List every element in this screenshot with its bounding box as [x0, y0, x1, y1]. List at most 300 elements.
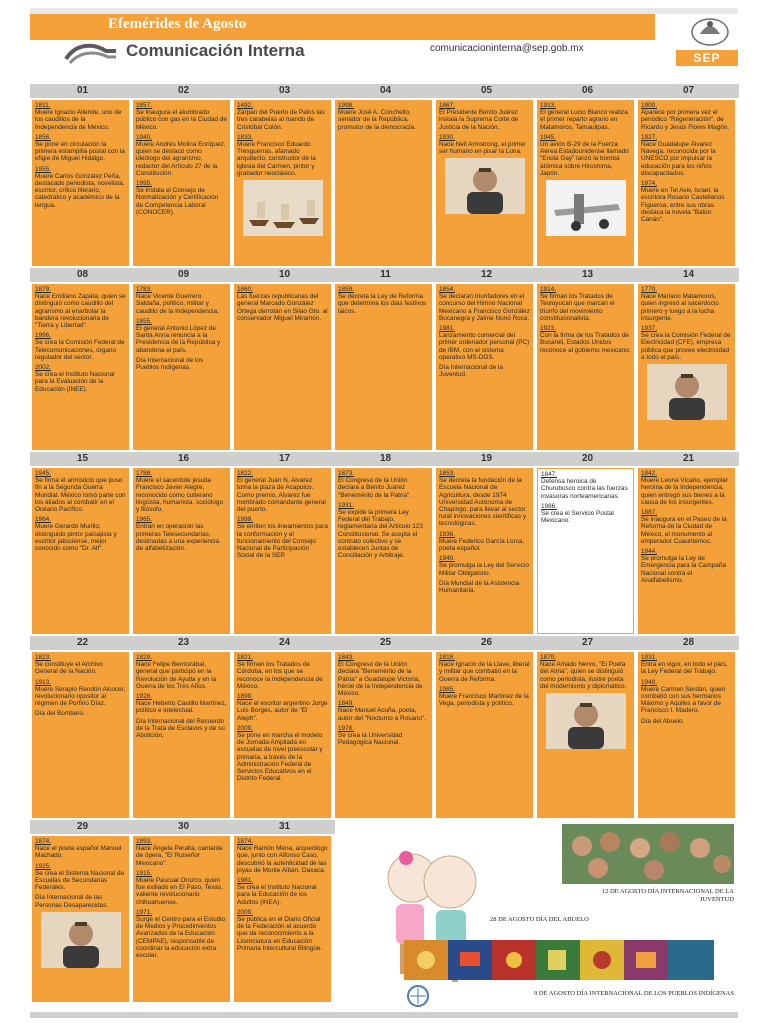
day-number: 06: [581, 85, 594, 96]
youth-photo: [562, 824, 734, 884]
day-cell: [133, 468, 230, 634]
event-year: 1783.: [136, 286, 152, 293]
day-number: 10: [278, 269, 291, 280]
event-year: 1928.: [136, 693, 152, 701]
day-number: 26: [480, 637, 493, 648]
day-number: 02: [177, 85, 190, 96]
day-cell: [335, 652, 432, 818]
day-number: 17: [278, 453, 291, 464]
day-cell: [436, 100, 533, 266]
day-number: 27: [581, 637, 594, 648]
event-year: 2002.: [35, 364, 51, 372]
event-year: 1873.: [338, 470, 354, 477]
day-cell: [335, 100, 432, 266]
event-year: 1971.: [136, 908, 152, 916]
ephemeris-entry: [136, 357, 227, 371]
event-text: Día Internacional de las Personas Desaparecidas.: [35, 894, 109, 909]
event-year: 1948.: [641, 678, 657, 686]
ephemeris-entry: [237, 693, 328, 722]
plane-image: [546, 180, 626, 236]
national-emblem-icon: [688, 12, 732, 48]
ephemeris-entry: [439, 286, 530, 322]
event-text: Zarpan del Puerto de Palos las tres carabelas al mando de Cristóbal Colón.: [237, 109, 325, 131]
ephemeris-entry: [338, 286, 429, 315]
event-year: 1913.: [540, 102, 556, 109]
ephemeris-entry: [136, 838, 227, 867]
ephemeris-entry: [540, 325, 631, 354]
ephemeris-entry: [641, 470, 732, 506]
day-cell: [234, 100, 331, 266]
ephemeris-entry: [540, 134, 631, 177]
ephemeris-entry: [541, 471, 630, 500]
event-year: 1944.: [641, 548, 657, 556]
event-text: Se firman los Tratados de Teoloyucan que marcan el triunfo del movimiento constitucionalista.: [540, 293, 615, 322]
day-cell: [537, 100, 634, 266]
ephemeris-entry: [338, 654, 429, 697]
day-cell: [436, 284, 533, 450]
day-number: 13: [581, 269, 594, 280]
event-year: 1887.: [641, 509, 657, 517]
event-text: Se publica en el Diario Oficial de la Federación el acuerdo que da reconocimiento a la Licenciatura en Educación Primaria Intercultural Bilingüe.: [237, 916, 323, 952]
event-text: Día del Abuelo.: [641, 717, 685, 725]
event-text: Se crea la Comisión Federal de Telecomunicaciones, órgano regulador del sector.: [35, 339, 125, 361]
event-year: 1940.: [136, 133, 152, 141]
event-year: 1853.: [439, 470, 455, 477]
ephemeris-entry: [35, 710, 126, 717]
ephemeris-entry: [540, 102, 631, 131]
ephemeris-entry: [641, 509, 732, 545]
event-text: Se firma el armisticio que puso fin a la Segunda Guerra Mundial. México tomó parte con los aliados al combatir en el Océano Pacífico.: [35, 477, 126, 514]
day-cell: [638, 284, 735, 450]
event-year: 1893.: [136, 838, 152, 845]
day-number: 11: [380, 269, 391, 280]
event-year: 1996.: [35, 332, 51, 340]
day-cell: [537, 468, 634, 634]
event-text: El general Juan N. Alvarez toma la plaza de Acapulco. Como premio, Alvarez fue nombrado comandante general del puerto.: [237, 477, 326, 514]
day-cell: [234, 468, 331, 634]
event-text: Aparece por primera vez el periódico "Regeneración", de Ricardo y Jesús Flores Magón.: [641, 109, 730, 131]
event-text: El general Antonio López de Santa Anna renuncia a la Presidencia de la República y abandona el país.: [136, 325, 221, 354]
portrait-image: [647, 364, 727, 420]
ephemeris-entry: [35, 134, 126, 163]
event-year: 1849.: [338, 700, 354, 708]
event-year: 1981.: [439, 325, 455, 333]
event-text: Entra en vigor, en todo el país, la Ley Federal del Trabajo.: [641, 661, 728, 676]
event-text: Se constituye el Archivo General de la Nación.: [35, 661, 103, 676]
day-number: 09: [177, 269, 190, 280]
ephemeris-entry: [136, 516, 227, 552]
event-text: Muere Federico García Lorca, poeta español.: [439, 537, 525, 553]
day-number: 03: [278, 85, 291, 96]
event-year: 1870.: [540, 654, 556, 661]
day-cell: [133, 836, 230, 1002]
event-text: Se crea el Instituto Nacional para la Educación de los Adultos (INEA).: [237, 884, 317, 906]
ephemeris-entry: [439, 325, 530, 361]
day-cell: [335, 468, 432, 634]
day-number: 23: [177, 637, 190, 648]
event-year: 1854.: [439, 286, 455, 293]
ephemeris-entry: [237, 877, 328, 906]
event-text: Nace Ángela Peralta, cantante de ópera, "El Ruiseñor Mexicano".: [136, 845, 223, 867]
day-cell: [32, 100, 129, 266]
event-text: Muere Francisco Eduardo Tresguerras, afamado arquitecto, constructor de la iglesia del Carmen, pintor y grabador neoclásico.: [237, 141, 316, 177]
event-text: Entran en operación las primeras Telesecundarias, destinadas a una experiencia de alfabetización.: [136, 523, 220, 553]
ephemeris-entry: [136, 134, 227, 177]
event-text: Se inaugura el alumbrado público con gas en la Ciudad de México.: [136, 109, 227, 131]
ephemeris-entry: [237, 102, 328, 131]
event-year: 1857.: [136, 102, 152, 109]
day-number: 15: [76, 453, 89, 464]
event-text: Nace Manuel Acuña, poeta, autor del "Nocturno a Rosario".: [338, 707, 427, 722]
event-text: Se crea el Instituto Nacional para la Evaluación de la Educación (INEE).: [35, 371, 115, 393]
ephemeris-entry: [35, 364, 126, 393]
grandparents-day-caption: 28 DE AGOSTO DÍA DEL ABUELO: [490, 916, 589, 923]
event-text: Nace Vicente Guerrero Saldaña, político, militar y caudillo de la Independencia.: [136, 293, 219, 315]
ephemeris-entry: [237, 654, 328, 690]
day-number: 01: [76, 85, 89, 96]
day-number: 21: [682, 453, 695, 464]
event-text: El Congreso de la Unión declara "Benemérito de la Patria" a Guadalupe Victoria, héroe de la Independencia de México.: [338, 661, 423, 698]
ephemeris-entry: [439, 555, 530, 577]
ephemeris-entry: [641, 548, 732, 584]
ephemeris-entry: [35, 166, 126, 209]
event-year: 1821.: [237, 654, 253, 661]
event-year: 1945.: [540, 133, 556, 141]
event-text: Se pone en circulación la primera estampilla postal con la efigie de Miguel Hidalgo.: [35, 141, 125, 163]
day-cell: [32, 284, 129, 450]
day-number: 25: [379, 637, 392, 648]
day-number: 22: [76, 637, 89, 648]
event-year: 1955.: [35, 165, 51, 173]
ephemeris-entry: [439, 102, 530, 131]
event-text: Muere José A. Conchello, senador de la República, promotor de la democracia.: [338, 109, 416, 131]
event-text: Día del Bombero.: [35, 710, 85, 718]
ephemeris-entry: [136, 654, 227, 690]
ephemeris-entry: [641, 325, 732, 361]
event-year: 1999.: [237, 516, 253, 524]
event-text: Muere Ignacio Allende, uno de los caudillos de la Independencia de México.: [35, 109, 122, 131]
event-year: 1914.: [540, 286, 556, 293]
event-text: Se crea el Sistema Nacional de Escuelas de Secundarias Federales.: [35, 869, 125, 892]
ephemeris-entry: [35, 286, 126, 329]
day-cell: [537, 652, 634, 818]
day-number: 04: [379, 85, 392, 96]
ephemeris-entry: [641, 134, 732, 177]
event-year: 1492.: [237, 102, 253, 109]
event-text: Las fuerzas republicanas del general Marcado González Ortega derrotan en Silao Gto. al conservador Miguel Miramón.: [237, 293, 328, 322]
event-text: El Presidente Benito Juárez instala la Suprema Corte de Justicia de la Nación.: [439, 109, 519, 131]
ephemeris-entry: [136, 693, 227, 715]
day-cell: [436, 652, 533, 818]
ephemeris-entry: [439, 686, 530, 708]
event-text: Nace Emiliano Zapata, quien se distinguió como caudillo del agrarismo al enarbolar la bandera revolucionaria de "Tierra y Libertad".: [35, 293, 126, 330]
day-number: 19: [480, 453, 493, 464]
day-cell: [234, 284, 331, 450]
event-year: 1860.: [237, 286, 253, 293]
ephemeris-entry: [641, 679, 732, 715]
ephemeris-entry: [35, 863, 126, 892]
event-text: Se emiten los lineamientos para la conformación y el funcionamiento del Consejo Nacional de Participación Social de la SEP.: [237, 523, 328, 560]
ephemeris-entry: [338, 470, 429, 499]
ephemeris-entry: [35, 894, 126, 908]
event-text: Se instala el Consejo de Normalización y Certificación de Competencia Laboral (CONOCER).: [136, 187, 219, 216]
event-text: Se promulga la Ley de Emergencia para la Campaña Nacional contra el Analfabetismo.: [641, 555, 726, 584]
event-text: El Congreso de la Unión declara a Benito Juárez "Benemérito de la Patria".: [338, 477, 412, 499]
event-year: 1986.: [541, 502, 557, 510]
event-text: Muere Serapio Rendón Alcocer, revolucionario opositor al régimen de Porfirio Díaz.: [35, 685, 126, 708]
event-year: 1981.: [237, 877, 253, 885]
ephemeris-entry: [439, 364, 530, 378]
event-year: 1900.: [641, 102, 657, 109]
day-cell: [32, 468, 129, 634]
event-text: Nace Guadalupe Álvarez Navega, reconocida por la UNESCO por impulsar la educación para los niños discapacitados.: [641, 141, 716, 177]
ephemeris-entry: [439, 470, 530, 528]
event-text: Lanzamiento comercial del primer ordenador personal (PC) de IBM, con el sistema operativo MS-DOS.: [439, 332, 530, 361]
ephemeris-entry: [35, 679, 126, 708]
event-text: Nace Ramón Mena, arqueólogo que, junto con Alfonso Caso, descubrió la autenticidad de las joyas de Monte Albán, Oaxaca.: [237, 845, 328, 874]
event-text: Defensa heroica de Churubusco contra las fuerzas invasoras norteamericanas.: [541, 478, 628, 500]
ephemeris-entry: [338, 502, 429, 560]
ephemeris-entry: [641, 102, 732, 131]
event-text: Nace Felipe Berriozábal, general que participó en la Revolución de Ayutla y en la Guerra de los Tres Años.: [136, 661, 217, 690]
day-number: 30: [177, 821, 190, 832]
event-text: Se promulga la Ley del Servicio Militar Obligatorio.: [439, 562, 529, 577]
event-text: Se firman los Tratados de Córdoba, en los que se reconoce la Independencia de México.: [237, 661, 323, 690]
ephemeris-entry: [136, 909, 227, 959]
event-text: Se decreta la Ley de Reforma que determina los días festivos laicos.: [338, 293, 427, 315]
day-number: 05: [480, 85, 493, 96]
event-year: 1879.: [35, 286, 51, 293]
ephemeris-entry: [136, 718, 227, 740]
un-emblem-icon: [406, 984, 430, 1008]
event-text: Surge el Centro para el Estudio de Medios y Procedimientos Avanzados de la Educación (CEMPAE), responsable de coordinar la educación extra escolar.: [136, 916, 226, 960]
ephemeris-entry: [136, 286, 227, 315]
event-text: Muere Andrés Molina Enríquez, quien se destacó como ideólogo del agrarismo, redactor del Artículo 27 de la Constitución.: [136, 141, 226, 177]
event-text: Un avión B-29 de la Fuerza Aérea Estadounidense llamado "Enola Gay" lanzó la bomba atómica sobre Hiroshima, Japón.: [540, 141, 629, 177]
ephemeris-entry: [641, 180, 732, 223]
day-number: 20: [581, 453, 594, 464]
portrait-image: [41, 912, 121, 968]
event-text: Nace Amado Nervo, "El Poeta del Alma", quien se distinguió como periodista, ilustre poeta del modernismo y diplomático.: [540, 661, 627, 690]
event-year: 1925.: [35, 862, 51, 870]
event-year: 1923.: [540, 325, 556, 333]
event-year: 1998.: [338, 102, 354, 109]
ephemeris-entry: [136, 470, 227, 513]
ephemeris-entry: [338, 700, 429, 722]
event-text: Muere el sacerdote jesuita Francisco Javier Alegre, reconocido como culterano lingüista, humanista, sociólogo y filósofo.: [136, 477, 224, 514]
event-year: 1964.: [35, 516, 51, 524]
event-year: 1965.: [136, 516, 152, 524]
event-year: 1936.: [439, 530, 455, 538]
event-text: Muere Francisco Martínez de la Vega, periodista y político.: [439, 693, 529, 708]
bottom-strip: [30, 1012, 738, 1018]
event-year: 1867.: [439, 102, 455, 109]
day-cell: [32, 652, 129, 818]
event-year: 1818.: [439, 654, 455, 661]
ephemeris-entry: [237, 470, 328, 513]
event-year: 1937.: [641, 325, 657, 333]
day-number: 24: [278, 637, 291, 648]
event-year: 2009.: [237, 724, 253, 732]
ephemeris-entry: [136, 102, 227, 131]
event-text: Nace Mariano Matamoros, quien ingresó al sacerdocio primero y luego a la lucha insurgente.: [641, 293, 719, 322]
event-text: Nace Heberto Castillo Martínez, político e intelectual.: [136, 700, 227, 715]
event-year: 1978.: [338, 724, 354, 732]
day-number: 14: [682, 269, 695, 280]
event-year: 1856.: [35, 133, 51, 141]
day-cell: [234, 836, 331, 1002]
event-text: Muere en Tel Aviv, Israel, la escritora Rosario Castellanos Figueroa, entre sus obras destaca la novela "Balún Canán".: [641, 187, 725, 224]
ephemeris-entry: [540, 654, 631, 690]
ephemeris-entry: [35, 102, 126, 131]
ephemeris-entry: [237, 725, 328, 783]
event-text: Se declaran triunfadores en el concurso del Himno Nacional Mexicano a Francisco González Bocanegra y Jaime Nunó Roca.: [439, 293, 530, 322]
event-text: Se pone en marcha el modelo de Jornada Ampliada en escuelas de nivel preescolar y primaria, a través de la Administración Federal de Servicios Educativos en el Distrito Federal.: [237, 732, 323, 783]
event-text: Se expide la primera Ley Federal del Trabajo, reglamentaria del Artículo 123 Constitucional. Se acepta el contrato colectivo y se establecen Juntas de Conciliación y Arbitraje.: [338, 509, 423, 560]
day-cell: [335, 284, 432, 450]
event-text: Nace Neil Armstrong, el primer ser humano en pisar la Luna.: [439, 141, 527, 156]
event-year: 1847.: [541, 471, 557, 478]
event-text: Se crea la Comisión Federal de Electricidad (CFE), empresa pública que provee electricidad a todo el país.: [641, 332, 731, 361]
event-year: 1859.: [338, 286, 354, 293]
event-text: Con la firma de los Tratados de Bucareli, Estados Unidos reconoce al gobierno mexicano.: [540, 332, 631, 354]
event-text: Muere Pascual Orozco, quien fue exiliado en El Paso, Texas, valiente revolucionario chihuahuense.: [136, 877, 223, 906]
event-text: Día Internacional de los Pueblos Indígenas.: [136, 356, 204, 372]
day-cell: [234, 652, 331, 818]
day-number: 07: [682, 85, 695, 96]
ephemeris-entry: [237, 286, 328, 322]
day-cell: [133, 100, 230, 266]
day-cell: [133, 284, 230, 450]
ephemeris-entry: [641, 286, 732, 322]
ephemeris-entry: [35, 332, 126, 361]
event-year: 1974.: [641, 180, 657, 188]
event-text: Se inaugura en el Paseo de la Reforma de la Ciudad de México, el monumento al emperador Cuauhtémoc.: [641, 516, 727, 545]
ephemeris-entry: [237, 909, 328, 952]
event-year: 1811.: [35, 102, 51, 109]
ephemeris-entry: [136, 318, 227, 354]
contact-email[interactable]: comunicacioninterna@sep.gob.mx: [430, 43, 584, 54]
day-cell: [537, 284, 634, 450]
day-cell: [436, 468, 533, 634]
event-text: Nace el escritor argentino Jorge Luis Borges, autor de "El Aleph".: [237, 700, 328, 722]
ephemeris-entry: [35, 838, 126, 860]
day-cell: [32, 836, 129, 1002]
event-year: 1842.: [641, 470, 657, 477]
event-year: 1874.: [237, 838, 253, 845]
event-text: Muere Gerardo Murillo, distinguido pintor paisajista y escritor jalisciense, mejor conocido como "Dr. Atl".: [35, 523, 117, 553]
event-text: Se crea la Universidad Pedagógica Nacional.: [338, 732, 403, 747]
event-text: Se crea el Servicio Postal Mexicano.: [541, 510, 614, 525]
event-year: 1843.: [338, 654, 354, 661]
event-year: 1931.: [338, 501, 354, 509]
event-text: Día Internacional del Recuerdo de la Trata de Esclavos y de su Abolición.: [136, 717, 225, 740]
event-year: 1927.: [641, 133, 657, 141]
ephemeris-entry: [641, 654, 732, 676]
ephemeris-entry: [35, 654, 126, 676]
event-text: Muere Leona Vicario, ejemplar heroína de la Independencia, quien entregó sus bienes a la causa de los insurgentes.: [641, 477, 728, 506]
day-cell: [133, 652, 230, 818]
ephemeris-entry: [35, 470, 126, 513]
day-cell: [638, 652, 735, 818]
illustrations-panel: [340, 820, 738, 1012]
event-year: 1823.: [35, 654, 51, 661]
ephemeris-entry: [540, 286, 631, 322]
day-cell: [638, 468, 735, 634]
day-number: 08: [76, 269, 89, 280]
ephemeris-entry: [439, 654, 530, 683]
indigenous-art-strip: [404, 940, 714, 980]
day-number: 28: [682, 637, 695, 648]
sep-brand: SEP: [676, 50, 738, 66]
event-text: Día Internacional de la Juventud.: [439, 364, 503, 379]
day-number: 16: [177, 453, 190, 464]
youth-day-caption: 12 DE AGOSTO DÍA INTERNACIONAL DE LA JUVENTUD: [601, 888, 734, 903]
day-cell: [638, 100, 735, 266]
ephemeris-entry: [237, 838, 328, 874]
event-text: Se decreta la fundación de la Escuela Nacional de Agricultura, desde 1974 Universidad Autónoma de Chapingo, para llevar al sector rural innovaciones científicas y tecnológicas.: [439, 477, 527, 528]
event-year: 1940.: [439, 555, 455, 563]
event-year: 1915.: [136, 869, 152, 877]
day-number: 31: [278, 821, 291, 832]
event-year: 1822.: [237, 470, 253, 477]
event-year: 1995.: [136, 180, 152, 188]
event-text: Nace Ignacio de la Llave, liberal y militar que combatió en la Guerra de Reforma.: [439, 661, 530, 683]
portrait-image: [546, 693, 626, 749]
event-year: 2009.: [237, 908, 253, 916]
event-year: 1930.: [439, 133, 455, 141]
event-year: 1855.: [136, 317, 152, 325]
indigenous-day-caption: 9 DE AGOSTO DÍA INTERNACIONAL DE LOS PUEBLOS INDÍGENAS: [533, 990, 734, 997]
ephemeris-entry: [338, 725, 429, 747]
ephemeris-entry: [338, 102, 429, 131]
section-subtitle: Comunicación Interna: [126, 41, 305, 60]
ephemeris-entry: [35, 516, 126, 552]
ephemeris-entry: [641, 718, 732, 725]
event-text: Muere Carmen Serdán, quien combatió con sus hermanos Máximo y Aquiles a favor de Francisco I. Madero.: [641, 685, 726, 715]
event-year: 1913.: [35, 678, 51, 686]
ephemeris-entry: [439, 134, 530, 156]
ephemeris-entry: [237, 134, 328, 177]
event-text: Muere Carlos González Peña, destacado periodista, novelista, escritor, crítico literario, catedrático y académico de la lengua.: [35, 172, 125, 209]
ephemeris-entry: [541, 503, 630, 525]
event-year: 1829.: [136, 654, 152, 661]
event-year: 1985.: [439, 685, 455, 693]
event-text: El general Lucio Blanco realiza el primer reparto agrario en Matamoros, Tamaulipas.: [540, 109, 628, 131]
event-year: 1833.: [237, 133, 253, 141]
event-year: 1931.: [641, 654, 657, 661]
communication-logo-icon: [62, 41, 120, 65]
ships-image: [243, 180, 323, 236]
event-text: Día Mundial de la Asistencia Humanitaria.: [439, 579, 520, 595]
event-year: 1874.: [35, 838, 51, 845]
ephemeris-entry: [439, 580, 530, 594]
portrait-image: [445, 158, 525, 214]
day-number: 18: [379, 453, 392, 464]
ephemeris-entry: [237, 516, 328, 559]
ephemeris-entry: [136, 180, 227, 216]
ephemeris-entry: [439, 531, 530, 553]
event-year: 1945.: [35, 470, 51, 477]
event-year: 1770.: [641, 286, 657, 293]
event-year: 1788.: [136, 470, 152, 477]
event-year: 1899.: [237, 693, 253, 701]
page-title: Efemérides de Agosto: [108, 16, 247, 32]
event-text: Nace el poeta español Manuel Machado.: [35, 845, 122, 860]
day-number: 12: [480, 269, 493, 280]
day-number: 29: [76, 821, 89, 832]
ephemeris-entry: [136, 870, 227, 906]
